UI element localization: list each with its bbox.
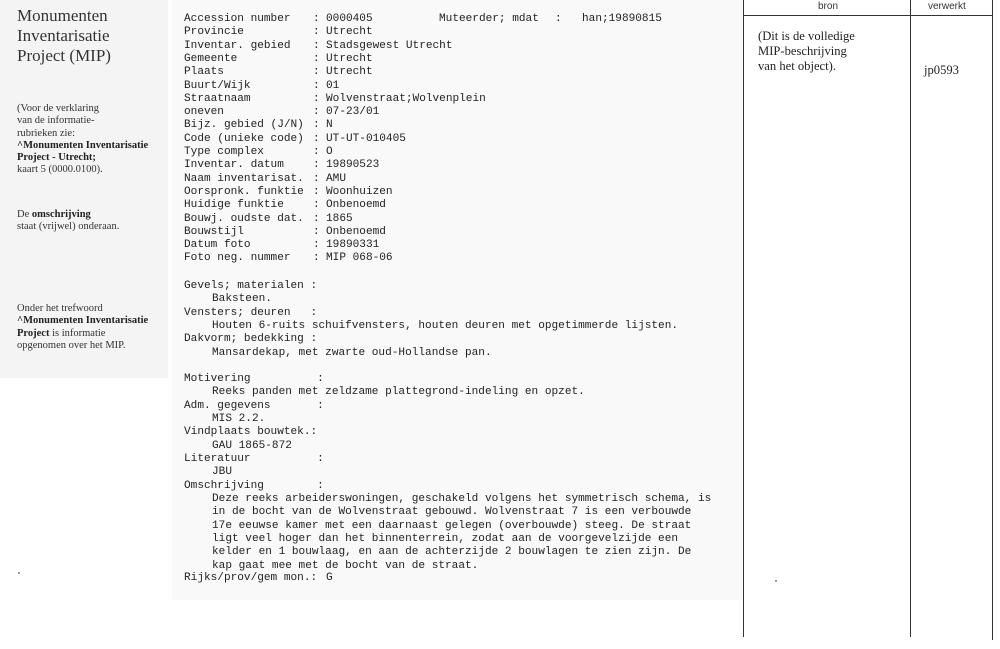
omschrijving-line: kelder en 1 bouwlaag, en aan de achterzijde 2 bouwlagen te zien zijn. De: [212, 546, 692, 559]
section-label: Motivering :: [184, 373, 324, 385]
field-value: MIP 068-06: [326, 252, 393, 265]
field-value: Woonhuizen: [326, 185, 393, 198]
omschrijving-line: in de bocht van de Wolvenstraat gebouwd. Wolvenstraat 7 is een verbouwde: [212, 506, 692, 519]
rijks-label: Rijks/prov/gem mon.:: [184, 572, 318, 584]
scan-speck: [18, 572, 20, 574]
field-value: Stadsgewest Utrecht: [326, 39, 453, 52]
note-description: [17, 209, 169, 234]
field-value: Onbenoemd: [326, 225, 386, 238]
field-label: Inventar. gebied: [184, 39, 291, 52]
field-label: Type complex: [184, 146, 264, 158]
section-text: Houten 6-ruits schuifvensters, houten deuren met opgetimmerde lijsten.: [212, 319, 679, 332]
note-legend-text: (Voor de verklaring van de informatie- rubrieken zie:: [17, 103, 100, 139]
field-colon: :: [313, 92, 320, 105]
field-colon: :: [313, 172, 320, 185]
field-colon: :: [313, 13, 320, 25]
field-value: Utrecht: [326, 26, 373, 39]
field-colon: :: [313, 146, 320, 158]
field-label: Oorspronk. funktie: [184, 185, 304, 198]
field-label: Foto neg. nummer: [184, 252, 291, 265]
verwerkt-code: jp0593: [924, 63, 959, 77]
field-colon: :: [313, 185, 320, 198]
section-text: Reeks panden met zeldzame plattegrond-indeling en opzet.: [212, 386, 585, 399]
omschrijving-line: kap gaat mee met de bocht van de straat.: [212, 559, 479, 572]
field-colon: :: [313, 252, 320, 265]
section-label: Dakvorm; bedekking :: [184, 333, 318, 346]
table-header-rule: [743, 15, 993, 16]
table-divider-right: [992, 0, 993, 640]
omschrijving-label: Omschrijving :: [184, 480, 324, 492]
note-keyword: [17, 303, 169, 352]
field-colon: :: [313, 66, 320, 79]
field-label: Accession number: [184, 13, 291, 25]
field-colon: :: [313, 119, 320, 132]
omschrijving-line: ligt veel hoger dan het binnenterrein, zodat aan de voorgevelzijde een: [212, 532, 679, 545]
section-label: Literatuur :: [184, 452, 324, 465]
field-label: Straatnaam: [184, 92, 251, 105]
note-description-keyword: omschrijving: [31, 209, 91, 220]
scan-speck: [775, 580, 777, 582]
field-value: Utrecht: [326, 66, 373, 79]
rijks-value: G: [326, 572, 333, 584]
field-label: Provincie: [184, 26, 244, 39]
field-colon: :: [313, 212, 320, 225]
field-colon: :: [313, 239, 320, 252]
note-description-pre: De: [17, 209, 32, 220]
field-value: 19890331: [326, 239, 380, 252]
field-label: Code (unieke code): [184, 132, 304, 145]
field-colon: :: [313, 26, 320, 39]
section-text: MIS 2.2.: [212, 412, 266, 425]
field-value: 01: [326, 79, 340, 92]
field-colon: :: [313, 39, 320, 52]
field-value: UT-UT-010405: [326, 132, 406, 145]
note-keyword-pre: Onder het trefwoord: [17, 303, 103, 314]
section-label: Adm. gegevens :: [184, 399, 324, 412]
omschrijving-line: 17e eeuwse kamer met een daarnaast gelegen (overbouwde) steeg. De straat: [212, 519, 692, 532]
table-divider-left: [743, 0, 744, 637]
section-text: GAU 1865-872: [212, 439, 292, 452]
field-colon: :: [313, 132, 320, 145]
field-value: O: [326, 146, 333, 158]
mutator-label: Muteerder; mdat: [439, 13, 539, 25]
field-value: 07-23/01: [326, 106, 380, 119]
field-label: oneven: [184, 106, 224, 119]
field-label: Huidige funktie: [184, 199, 284, 212]
field-colon: :: [313, 159, 320, 172]
section-text: JBU: [212, 466, 232, 479]
section-label: Vensters; deuren :: [184, 306, 318, 319]
note-legend: [17, 103, 169, 177]
field-colon: :: [313, 225, 320, 238]
field-label: Gemeente: [184, 52, 238, 65]
field-value: N: [326, 119, 333, 132]
field-label: Plaats: [184, 66, 224, 79]
field-value: Wolvenstraat;Wolvenplein: [326, 92, 486, 105]
note-legend-reference: ^Monumenten Inventarisatie Project - Utrecht;: [17, 139, 149, 164]
column-header-bron: bron: [818, 1, 839, 12]
table-divider-middle: [910, 0, 911, 637]
note-legend-card: kaart 5 (0000.0100).: [17, 164, 103, 176]
note-description-post: staat (vrijwel) onderaan.: [17, 221, 120, 233]
field-label: Buurt/Wijk: [184, 79, 251, 92]
field-colon: :: [313, 106, 320, 119]
field-label: Inventar. datum: [184, 159, 284, 172]
field-colon: :: [313, 52, 320, 65]
note-keyword-post: is informatie opgenomen over het MIP.: [17, 327, 126, 351]
page-title: Monumenten Inventarisatie Project (MIP): [17, 6, 111, 65]
field-value: 0000405: [326, 13, 373, 25]
field-value: 1865: [326, 212, 353, 225]
field-value: 19890523: [326, 159, 380, 172]
field-label: Bouwj. oudste dat.: [184, 212, 304, 225]
section-label: Gevels; materialen :: [184, 280, 318, 292]
column-header-verwerkt: verwerkt: [928, 1, 966, 12]
section-label: Vindplaats bouwtek.:: [184, 426, 318, 439]
field-label: Bijz. gebied (J/N): [184, 119, 304, 132]
mutator-colon: :: [555, 13, 562, 25]
omschrijving-line: Deze reeks arbeiderswoningen, geschakeld volgens het symmetrisch schema, is: [212, 493, 712, 505]
field-label: Bouwstijl: [184, 225, 244, 238]
section-text: Baksteen.: [212, 293, 272, 306]
field-value: AMU: [326, 172, 346, 185]
field-colon: :: [313, 79, 320, 92]
field-value: Utrecht: [326, 52, 373, 65]
field-colon: :: [313, 199, 320, 212]
field-label: Naam inventarisat.: [184, 172, 304, 185]
field-value: Onbenoemd: [326, 199, 386, 212]
note-keyword-reference: ^Monumenten Inventarisatie Project: [17, 315, 149, 339]
bron-note: (Dit is de volledige MIP-beschrijving van het object).: [758, 29, 855, 73]
field-label: Datum foto: [184, 239, 251, 252]
section-text: Mansardekap, met zwarte oud-Hollandse pan.: [212, 346, 492, 359]
mutator-value: han;19890815: [582, 13, 662, 25]
